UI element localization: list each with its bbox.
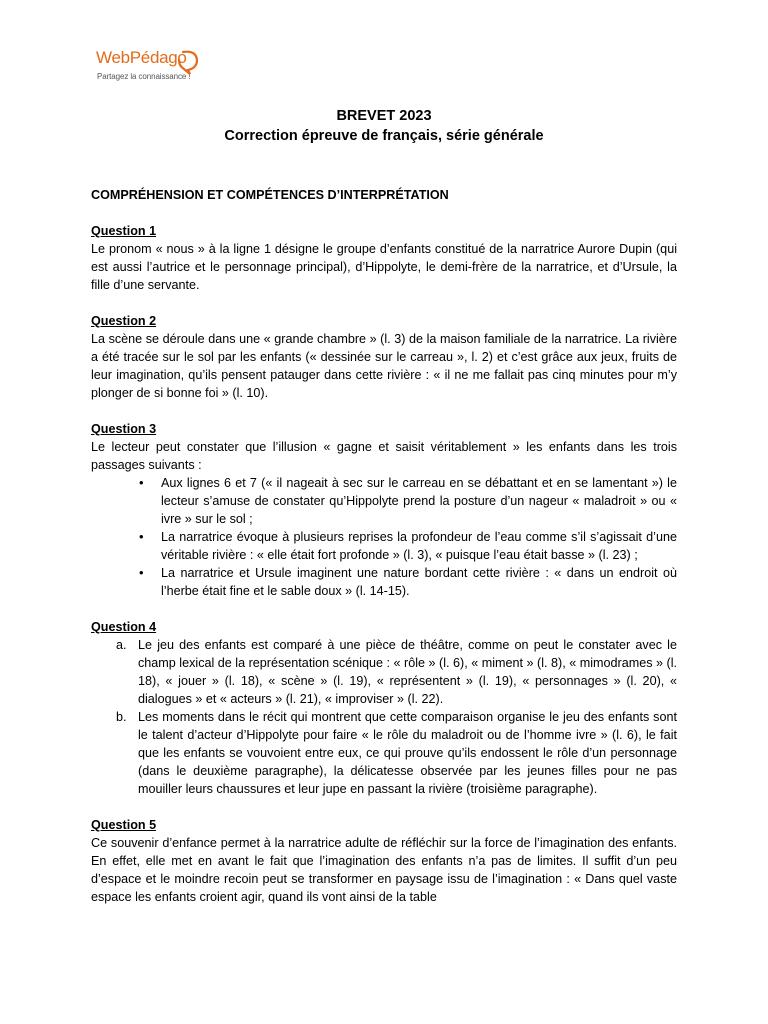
bullet-list [91,474,677,600]
list-item: • Aux lignes 6 et 7 (« il nageait à sec sur le carreau en se débattant et en se lamentant ») le lecteur s’amuse de constater qu’Hippolyte prend la posture d’un nageur « maladroit » ou « ivre » sur le sol ; [161,474,677,528]
question-title: Question 5 [91,818,157,832]
lettered-list [91,636,677,798]
list-item: • La narratrice et Ursule imaginent une nature bordant cette rivière : « dans un endroit où l’herbe était fine et le sable doux » (l. 14-15). [161,564,677,600]
speech-bubble-icon [176,49,202,75]
question-5 [91,816,677,906]
question-title: Question 1 [91,224,157,238]
logo-name: WebPédago [96,48,187,67]
list-item: • La narratrice évoque à plusieurs reprises la profondeur de l’eau comme s’il s’agissait d’une véritable rivière : « elle était fort profonde » (l. 3), « puisque l’eau était basse » (l. 23) ; [161,528,677,564]
list-item-text: Les moments dans le récit qui montrent que cette comparaison organise le jeu des enfants sont le talent d’acteur d’Hippolyte pour faire « le rôle du maladroit ou de l’homme ivre » (l. 6), le fait que les enfants se vouvoient entre eux, ce qui prouve qu’ils endossent le rôle d’un personnage (dans le deuxième paragraphe), la délicatesse observée par les jeunes filles pour ne pas mouiller leurs chaussures et leur jupe en passant la rivière (troisième paragraphe). [138,710,677,796]
document-title: BREVET 2023 [336,108,432,124]
answer-text: La scène se déroule dans une « grande chambre » (l. 3) de la maison familiale de la narratrice. La rivière a été tracée sur le sol par les enfants (« dessinée sur le carreau », l. 2) et c’est grâce aux jeux, fruits de leur imagination, qu’ils pensent patauger dans cette rivière : « il ne me fallait pas cinq minutes pour m’y plonger de si bonne foi » (l. 10). [91,332,677,400]
document-subtitle: Correction épreuve de français, série générale [224,128,544,144]
question-1 [91,222,677,294]
list-item [116,708,677,798]
answer-intro: Le lecteur peut constater que l’illusion « gagne et saisit véritablement » les enfants dans les trois passages suivants : [91,440,677,472]
answer-text: Le pronom « nous » à la ligne 1 désigne le groupe d’enfants constitué de la narratrice Aurore Dupin (qui est aussi l’autrice et le personnage principal), d’Hippolyte, le demi-frère de la narratrice, et d’Ursule, la fille d’une servante. [91,242,677,292]
list-marker: a. [116,638,127,652]
question-3 [91,420,677,600]
question-title: Question 2 [91,314,157,328]
document-body [91,186,677,924]
list-item-text: Le jeu des enfants est comparé à une pièce de théâtre, comme on peut le constater avec le champ lexical de la représentation scénique : « rôle » (l. 6), « miment » (l. 8), « mimodrames » (l. 18), « jouer » (l. 18), « scène » (l. 19), « représentent » (l. 19), « personnages » (l. 20), « dialogues » et « acteurs » (l. 21), « improviser » (l. 22). [138,638,677,706]
logo-tagline: Partagez la connaissance ! [97,72,191,81]
list-item [116,636,677,708]
webpedago-logo [96,48,206,88]
question-2 [91,312,677,402]
section-heading: COMPRÉHENSION ET COMPÉTENCES D’INTERPRÉTATION [91,188,449,202]
question-title: Question 3 [91,422,157,436]
list-marker: b. [116,710,127,724]
question-title: Question 4 [91,620,157,634]
question-4 [91,618,677,798]
answer-text: Ce souvenir d’enfance permet à la narratrice adulte de réfléchir sur la force de l’imagination des enfants. En effet, elle met en avant le fait que l’imagination des enfants n’a pas de limites. Il suffit d’un peu d’espace et le moindre recoin peut se transformer en paysage issu de l’imagination : « Dans quel vaste espace les enfants croient agir, quand ils vont ainsi de la table [91,836,677,904]
